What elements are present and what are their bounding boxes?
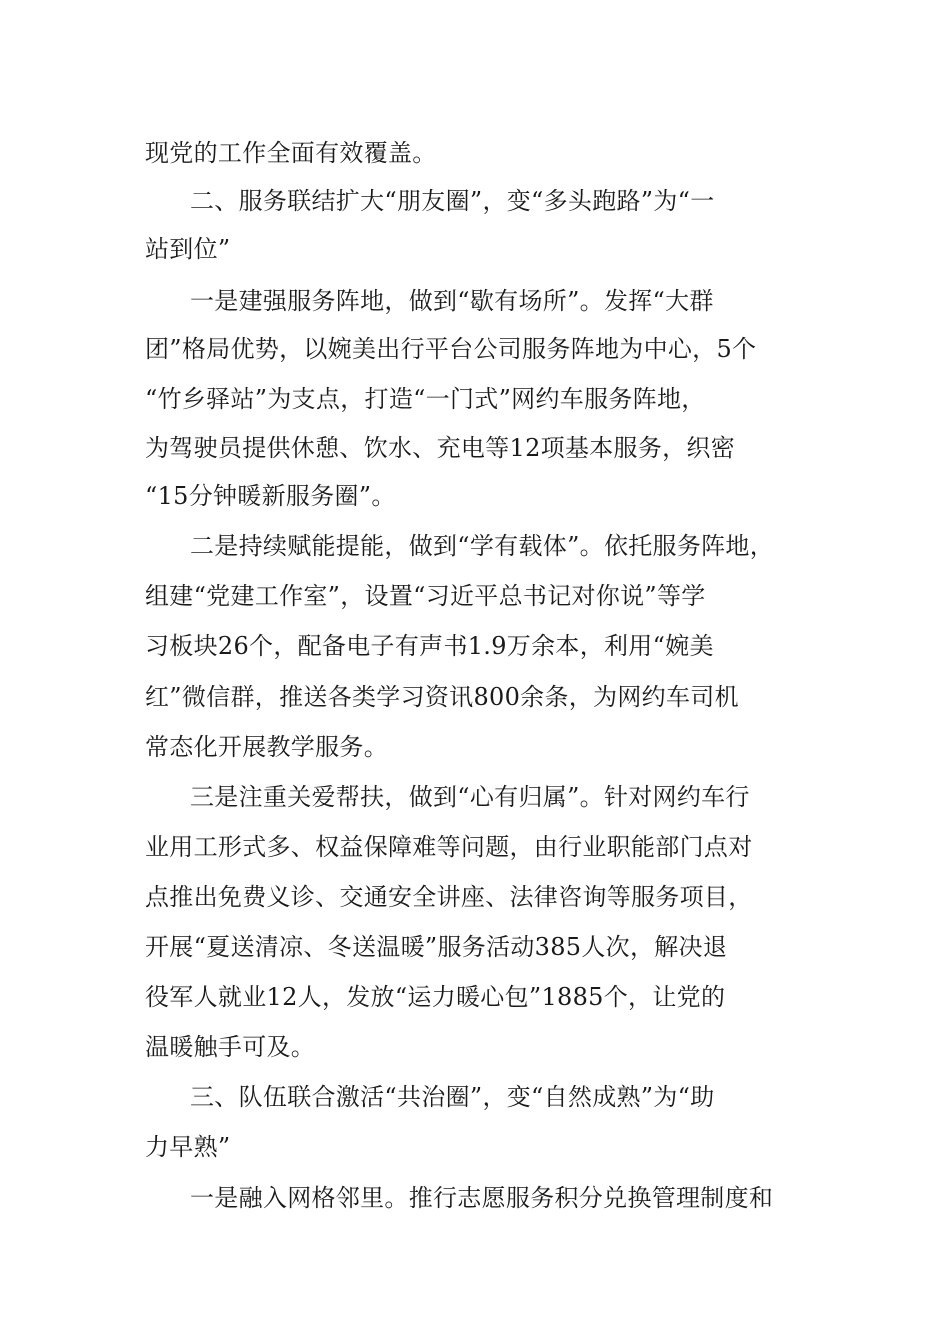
text-line: 常态化开展教学服务。: [145, 733, 388, 761]
text-line: 三是注重关爱帮扶，做到“心有归属”。针对网约车行: [190, 783, 750, 811]
section-heading-line: 三、队伍联合激活“共治圈”，变“自然成熟”为“助: [190, 1083, 715, 1111]
text-line: 为驾驶员提供休憩、饮水、充电等12项基本服务，织密: [145, 434, 736, 462]
section-heading-line: 力早熟”: [145, 1133, 231, 1161]
text-line: 现党的工作全面有效覆盖。: [145, 139, 437, 167]
text-line: 开展“夏送清凉、冬送温暖”服务活动385人次，解决退: [145, 933, 728, 961]
section-heading-line: 站到位”: [145, 235, 231, 263]
text-line: 一是建强服务阵地，做到“歇有场所”。发挥“大群: [190, 287, 714, 315]
text-line: 点推出免费义诊、交通安全讲座、法律咨询等服务项目，: [145, 883, 753, 911]
text-line: 业用工形式多、权益保障难等问题，由行业职能部门点对: [145, 833, 753, 861]
text-line: 红”微信群，推送各类学习资讯800余条，为网约车司机: [145, 683, 739, 711]
text-line: 习板块26个，配备电子有声书1.9万余本，利用“婉美: [145, 632, 714, 660]
text-line: “竹乡驿站”为支点，打造“一门式”网约车服务阵地，: [145, 385, 706, 413]
text-line: 一是融入网格邻里。推行志愿服务积分兑换管理制度和: [190, 1184, 774, 1212]
section-heading-line: 二、服务联结扩大“朋友圈”，变“多头跑路”为“一: [190, 187, 715, 215]
text-line: 二是持续赋能提能，做到“学有载体”。依托服务阵地，: [190, 532, 775, 560]
text-line: 温暖触手可及。: [145, 1033, 316, 1061]
text-line: 团”格局优势，以婉美出行平台公司服务阵地为中心，5个: [145, 335, 757, 363]
text-line: “15分钟暖新服务圈”。: [145, 482, 396, 510]
text-line: 役军人就业12人，发放“运力暖心包”1885个，让党的: [145, 983, 726, 1011]
text-line: 组建“党建工作室”，设置“习近平总书记对你说”等学: [145, 582, 706, 610]
